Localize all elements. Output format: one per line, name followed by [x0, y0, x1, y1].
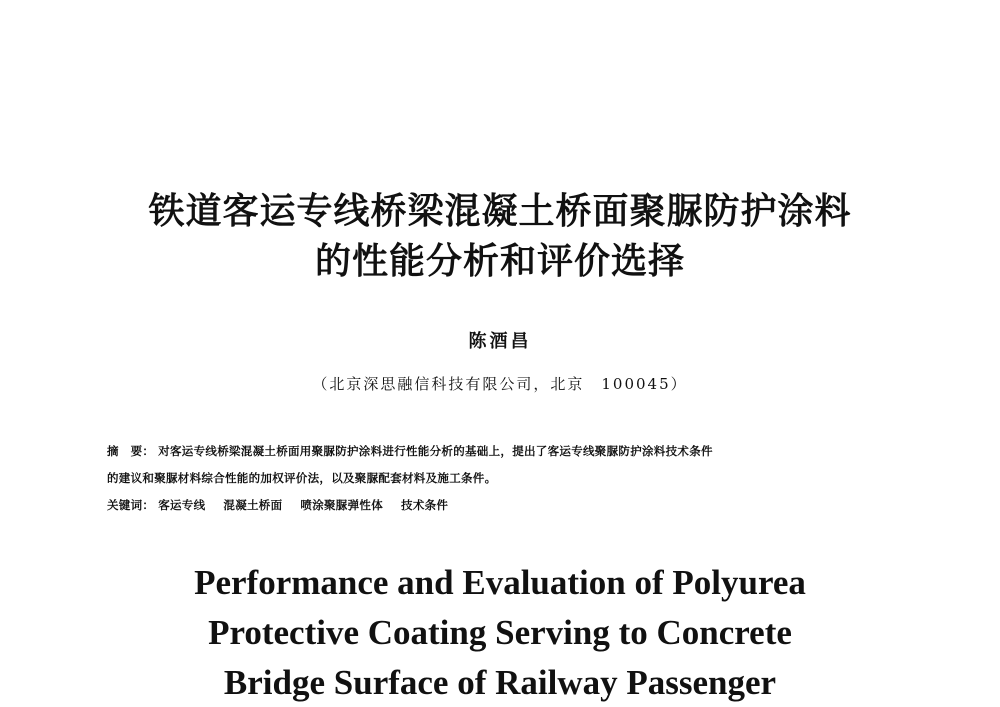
keyword: 混凝土桥面 — [223, 498, 283, 512]
english-title-line-3: Bridge Surface of Railway Passenger — [223, 663, 777, 702]
keyword: 客运专线 — [158, 498, 206, 512]
keyword: 技术条件 — [401, 498, 449, 512]
chinese-title-line-2: 的性能分析和评价选择 — [314, 241, 685, 282]
keywords-line — [107, 497, 907, 513]
abstract-label: 摘 要： — [107, 444, 155, 458]
abstract-line-2 — [107, 470, 907, 486]
abstract-line-1 — [107, 443, 907, 459]
keywords-label: 关键词： — [107, 498, 155, 512]
english-title-line-2: Protective Coating Serving to Concrete — [208, 613, 792, 652]
english-title-line-1: Performance and Evaluation of Polyurea — [194, 563, 806, 602]
abstract-text-2: 的建议和聚脲材料综合性能的加权评价法，以及聚脲配套材料及施工条件。 — [107, 471, 497, 485]
author-name: 陈酒昌 — [468, 331, 532, 352]
keyword: 喷涂聚脲弹性体 — [300, 498, 384, 512]
author-affiliation: （北京深思融信科技有限公司，北京 100045） — [312, 375, 688, 393]
chinese-title-line-1: 铁道客运专线桥梁混凝土桥面聚脲防护涂料 — [148, 191, 852, 232]
abstract-text-1: 对客运专线桥梁混凝土桥面用聚脲防护涂料进行性能分析的基础上，提出了客运专线聚脲防护涂料技术条件 — [158, 444, 713, 458]
